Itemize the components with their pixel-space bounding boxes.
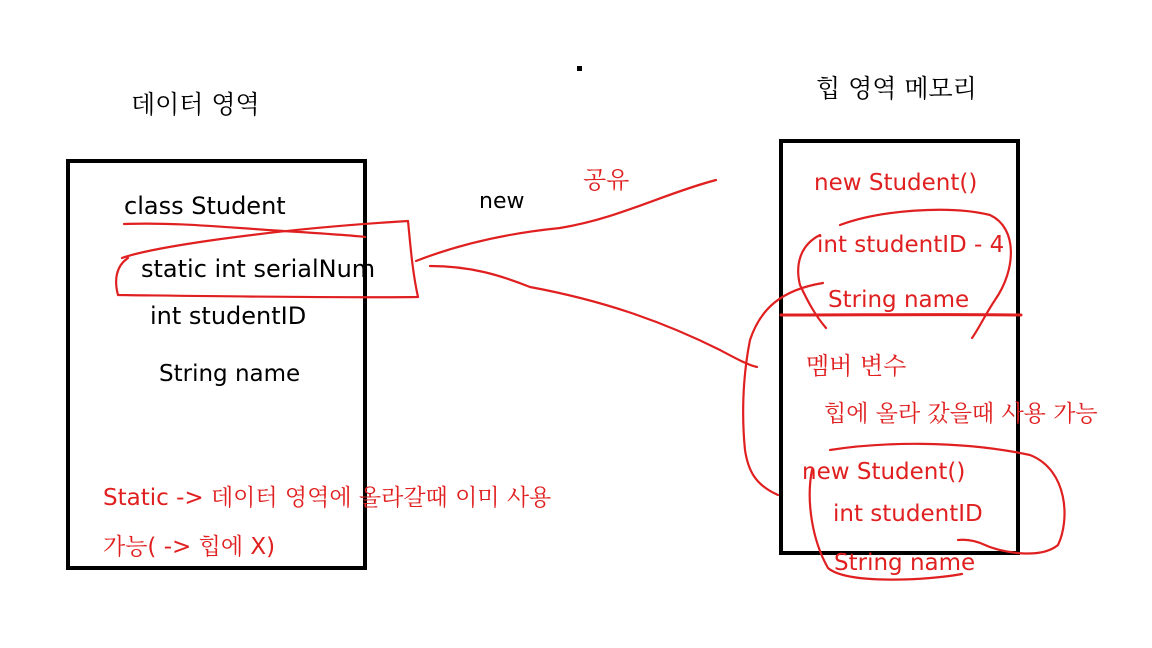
static-note-line1: Static -> 데이터 영역에 올라갈때 이미 사용	[103, 485, 552, 511]
member-variable-note: 힙에 올라 갔을때 사용 가능	[824, 401, 1098, 427]
shared-label: 공유	[583, 166, 630, 194]
class-declaration: class Student	[124, 192, 286, 220]
instance1-field-name: String name	[828, 287, 970, 313]
instance2-circle-lower	[810, 470, 962, 580]
static-field: static int serialNum	[141, 255, 376, 283]
field-name: String name	[159, 361, 301, 387]
instance2-field-id: int studentID	[833, 501, 983, 527]
shared-arrow-line	[416, 180, 716, 261]
instance1-field-id: int studentID - 4	[817, 232, 1005, 258]
data-area-title: 데이터 영역	[131, 90, 260, 119]
member-arrow-line	[430, 266, 757, 367]
instance2-circle	[830, 444, 1065, 554]
static-note-line2: 가능( -> 힙에 X)	[103, 534, 276, 560]
member-variable-label: 멤버 변수	[806, 352, 907, 380]
heap-area-title: 힙 영역 메모리	[816, 74, 977, 103]
instance1-ctor: new Student()	[814, 170, 978, 196]
new-label: new	[479, 189, 525, 214]
static-field-highlight	[116, 221, 418, 297]
instance1-circle	[840, 210, 1011, 338]
instance2-field-name: String name	[834, 550, 976, 576]
instance2-ctor: new Student()	[802, 459, 966, 485]
field-student-id: int studentID	[150, 302, 307, 330]
